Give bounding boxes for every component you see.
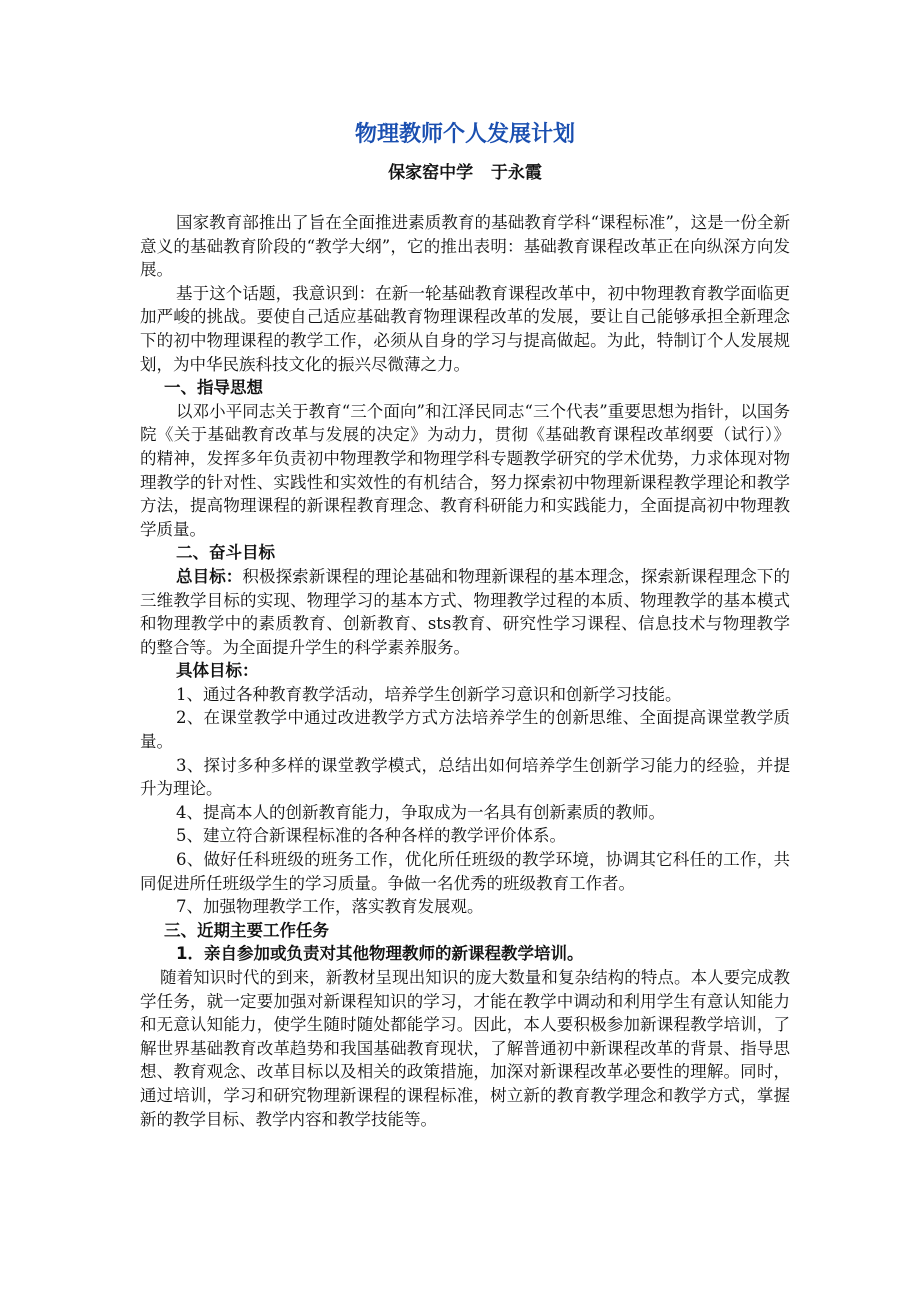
specific-goal-item: 3、探讨多种多样的课堂教学模式，总结出如何培养学生创新学习能力的经验，并提升为理论。 — [140, 755, 790, 799]
document-title: 物理教师个人发展计划 — [354, 122, 575, 147]
overall-goal-text: 积极探索新课程的理论基础和物理新课程的基本理念，探索新课程理念下的三维教学目标的实现、物理学习的基本方式、物理教学过程的本质、物理教学的基本模式和物理教学中的素质教育、创新教育、sts教育、研究性学习课程、信息技术与物理教学的整合等。为全面提升学生的科学素养服务。 — [140, 566, 791, 657]
intro-paragraph-2: 基于这个话题，我意识到：在新一轮基础教育课程改革中，初中物理教育教学面临更加严峻的挑战。要使自己适应基础教育物理课程改革的发展，要让自己能够承担全新理念下的初中物理课程的教学工作，必须从自身的学习与提高做起。为此，特制订个人发展规划，为中华民族科技文化的振兴尽微薄之力。 — [140, 283, 790, 374]
specific-goal-item: 2、在课堂教学中通过改进教学方式方法培养学生的创新思维、全面提高课堂教学质量。 — [140, 708, 790, 752]
section-1-heading: 一、指导思想 — [164, 378, 263, 398]
specific-goal-item: 6、做好任科班级的班务工作，优化所任班级的教学环境，协调其它科任的工作，共同促进所任班级学生的学习质量。争做一名优秀的班级教育工作者。 — [140, 850, 790, 893]
specific-goal-item: 5、建立符合新课程标准的各种各样的教学评价体系。 — [176, 826, 566, 846]
specific-goals-label: 具体目标： — [176, 661, 259, 681]
document-page — [140, 118, 790, 1131]
task-1-heading: 1．亲自参加或负责对其他物理教师的新课程教学培训。 — [176, 944, 584, 964]
section-3-heading: 三、近期主要工作任务 — [164, 920, 329, 940]
overall-goal-label: 总目标： — [176, 566, 243, 586]
section-1-text: 以邓小平同志关于教育“三个面向”和江泽民同志“三个代表”重要思想为指针，以国务院《关于基础教育改革与发展的决定》为动力，贯彻《基础教育课程改革纲要（试行）》的精神，发挥多年负责初中物理教学和物理学科专题教学研究的学术优势，力求体现对物理教学的针对性、实践性和实效性的有机结合，努力探索初中物理新课程教学理论和教学方法，提高物理课程的新课程教育理念、教育科研能力和实践能力，全面提高初中物理教学质量。 — [140, 401, 790, 539]
specific-goal-item: 4、提高本人的创新教育能力，争取成为一名具有创新素质的教师。 — [176, 802, 665, 822]
overall-goal-paragraph — [140, 565, 790, 659]
document-author: 保家窑中学 于永霞 — [388, 163, 542, 183]
specific-goal-item: 1、通过各种教育教学活动，培养学生创新学习意识和创新学习技能。 — [176, 684, 682, 704]
intro-paragraph-1: 国家教育部推出了旨在全面推进素质教育的基础教育学科“课程标准”，这是一份全新意义的基础教育阶段的“教学大纲”，它的推出表明：基础教育课程改革正在向纵深方向发展。 — [140, 213, 790, 280]
task-1-text: 随着知识时代的到来，新教材呈现出知识的庞大数量和复杂结构的特点。本人要完成教学任务，就一定要加强对新课程知识的学习，才能在教学中调动和利用学生有意认知能力和无意认知能力，使学生随时随处都能学习。因此，本人要积极参加新课程教学培训，了解世界基础教育改革趋势和我国基础教育现状，了解普通初中新课程改革的背景、指导思想、教育观念、改革目标以及相关的政策措施，加深对新课程改革必要性的理解。同时，通过培训，学习和研究物理新课程的课程标准，树立新的教育教学理念和教学方式，掌握新的教学目标、教学内容和教学技能等。 — [140, 968, 790, 1129]
specific-goal-item: 7、加强物理教学工作，落实教育发展观。 — [176, 897, 484, 917]
section-2-heading: 二、奋斗目标 — [176, 543, 275, 563]
